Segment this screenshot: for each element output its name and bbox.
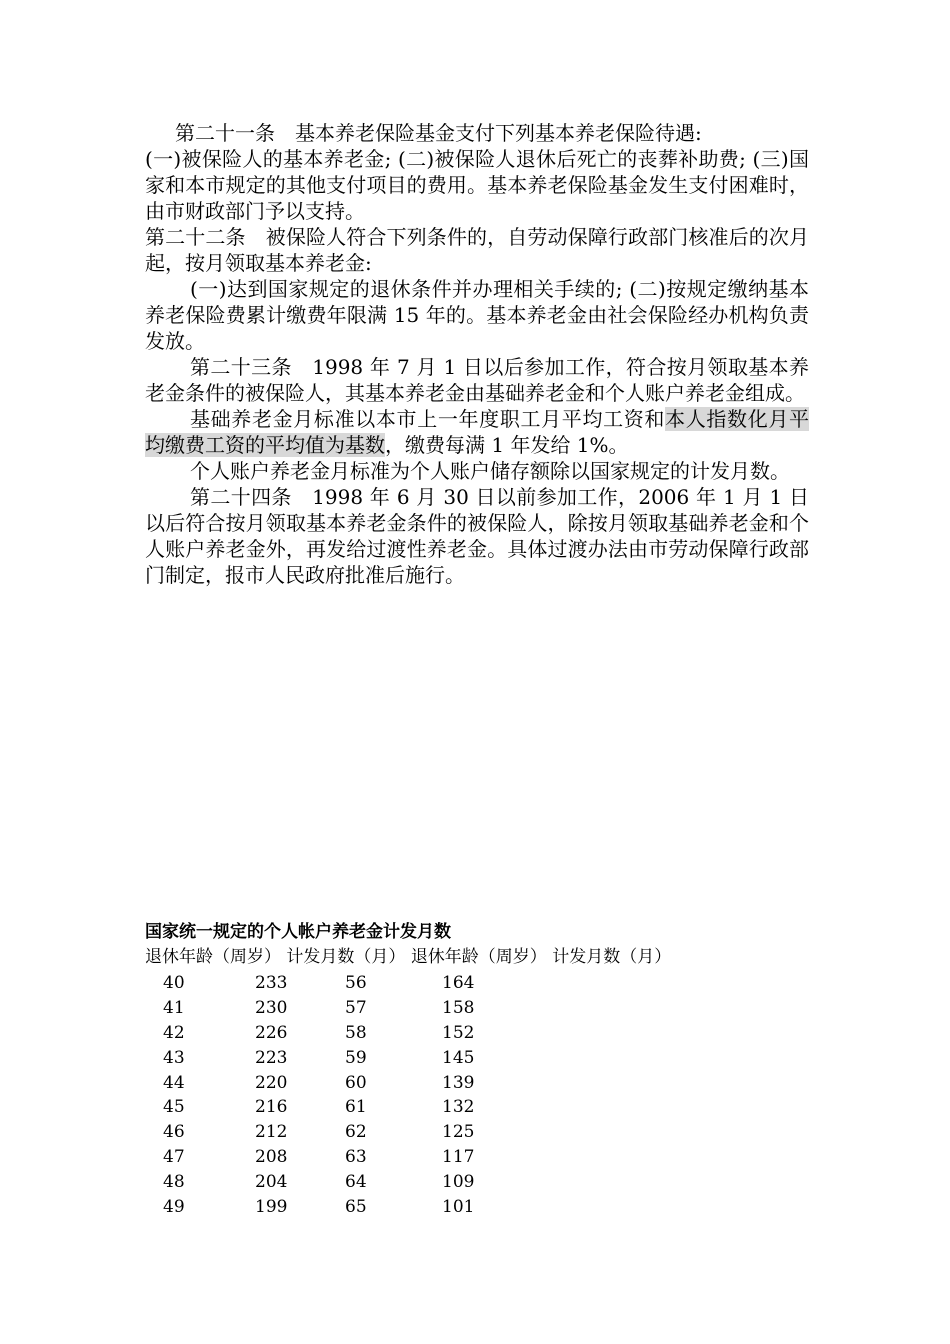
months-cell: 230 xyxy=(255,997,288,1018)
months-cell: 139 xyxy=(442,1072,475,1093)
retire-age-cell: 57 xyxy=(345,997,367,1018)
retire-age-cell: 49 xyxy=(163,1197,185,1218)
article-22-items: (一)达到国家规定的退休条件并办理相关手续的; (二)按规定缴纳基本养老保险费累计缴费年限满 15 年的。基本养老金由社会保险经办机构负责发放。 xyxy=(145,277,809,353)
retire-age-cell: 41 xyxy=(163,997,185,1018)
table-header xyxy=(145,945,671,969)
retire-age-cell: 64 xyxy=(345,1172,367,1193)
basic-pension-standard xyxy=(145,406,809,458)
article-23: 第二十三条 1998 年 7 月 1 日以后参加工作，符合按月领取基本养老金条件的被保险人，其基本养老金由基础养老金和个人账户养老金组成。 xyxy=(145,355,809,405)
retire-age-cell: 48 xyxy=(163,1172,185,1193)
months-cell: 132 xyxy=(442,1097,475,1118)
months-cell: 117 xyxy=(442,1147,475,1168)
retire-age-cell: 42 xyxy=(163,1022,185,1043)
document-body xyxy=(145,120,809,588)
highlighted-text: 本人指数化月平均缴费工资的平均值为基数 xyxy=(145,407,810,457)
months-cell: 226 xyxy=(255,1022,288,1043)
retire-age-cell: 62 xyxy=(345,1122,367,1143)
retire-age-cell: 43 xyxy=(163,1047,185,1068)
retire-age-cell: 63 xyxy=(345,1147,367,1168)
retire-age-cell: 46 xyxy=(163,1122,185,1143)
months-cell: 220 xyxy=(255,1072,288,1093)
months-cell: 208 xyxy=(255,1147,288,1168)
retire-age-cell: 45 xyxy=(163,1097,185,1118)
header-retire-age-2: 退休年龄（周岁） xyxy=(410,947,547,967)
article-21-heading: 第二十一条 基本养老保险基金支付下列基本养老保险待遇: xyxy=(175,121,702,145)
retire-age-cell: 40 xyxy=(163,973,185,993)
basic-pension-text-before: 基础养老金月标准以本市上一年度职工月平均工资和 xyxy=(190,407,666,431)
retire-age-cell: 56 xyxy=(345,973,367,993)
article-22-heading: 第二十二条 被保险人符合下列条件的，自劳动保障行政部门核准后的次月起，按月领取基本养老金: xyxy=(145,225,809,275)
retire-age-cell: 60 xyxy=(345,1072,367,1093)
months-cell: 125 xyxy=(442,1122,475,1143)
months-cell: 158 xyxy=(442,997,475,1018)
months-cell: 204 xyxy=(255,1172,288,1193)
header-retire-age-1: 退休年龄（周岁） xyxy=(145,947,281,967)
header-months-2: 计发月数（月） xyxy=(552,947,672,967)
months-cell: 164 xyxy=(442,973,475,993)
header-months-1: 计发月数（月） xyxy=(286,947,406,967)
retire-age-cell: 47 xyxy=(163,1147,185,1168)
months-cell: 145 xyxy=(442,1047,475,1068)
retire-age-cell: 65 xyxy=(345,1197,367,1218)
article-24: 第二十四条 1998 年 6 月 30 日以前参加工作，2006 年 1 月 1 日以后符合按月领取基本养老金条件的被保险人，除按月领取基础养老金和个人账户养老金外，再发给过渡性养老金。具体过渡办法由市劳动保障行政部门制定，报市人民政府批准后施行。 xyxy=(145,485,809,587)
months-cell: 152 xyxy=(442,1022,475,1043)
personal-account-standard: 个人账户养老金月标准为个人账户储存额除以国家规定的计发月数。 xyxy=(190,459,790,483)
retire-age-cell: 59 xyxy=(345,1047,367,1068)
article-21-items: (一)被保险人的基本养老金; (二)被保险人退休后死亡的丧葬补助费; (三)国家和本市规定的其他支付项目的费用。基本养老保险基金发生支付困难时，由市财政部门予以支持。 xyxy=(145,147,809,223)
retire-age-cell: 58 xyxy=(345,1022,367,1043)
months-cell: 101 xyxy=(442,1197,475,1218)
months-cell: 233 xyxy=(255,973,288,993)
months-cell: 223 xyxy=(255,1047,288,1068)
months-cell: 109 xyxy=(442,1172,475,1193)
table-title: 国家统一规定的个人帐户养老金计发月数 xyxy=(145,922,451,942)
retire-age-cell: 44 xyxy=(163,1072,185,1093)
basic-pension-text-after: ，缴费每满 1 年发给 1%。 xyxy=(385,433,629,457)
months-cell: 216 xyxy=(255,1097,288,1118)
months-cell: 212 xyxy=(255,1122,288,1143)
retire-age-cell: 61 xyxy=(345,1097,367,1118)
months-cell: 199 xyxy=(255,1197,288,1218)
